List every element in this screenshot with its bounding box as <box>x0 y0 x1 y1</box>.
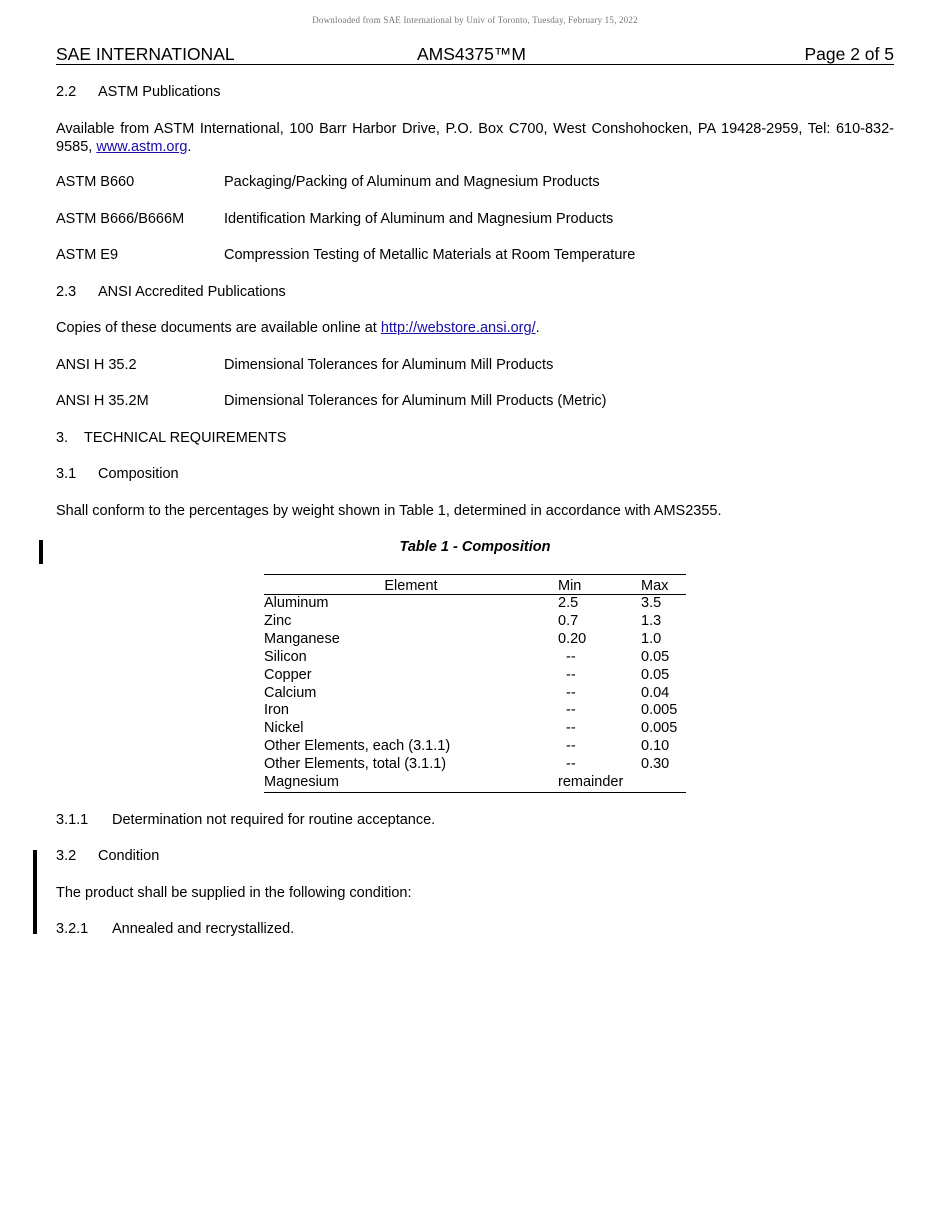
min-cell: -- <box>566 648 576 665</box>
max-cell: 0.04 <box>641 684 670 701</box>
section-text: Determination not required for routine acceptance. <box>112 812 436 828</box>
section-number: 3.2.1 <box>56 921 89 937</box>
reference-title: Dimensional Tolerances for Aluminum Mill Products <box>224 357 554 373</box>
table-row <box>264 631 686 649</box>
reference-code: ASTM B660 <box>56 174 135 190</box>
max-cell: 3.5 <box>641 595 662 611</box>
section-heading-2-2 <box>56 84 221 100</box>
min-cell: 0.20 <box>558 630 587 647</box>
max-cell: 1.0 <box>641 630 662 647</box>
table-row <box>264 595 686 613</box>
reference-row <box>56 247 894 265</box>
table-row <box>264 720 686 738</box>
min-cell: remainder <box>558 774 624 791</box>
astm-availability-paragraph <box>56 120 894 156</box>
element-cell: Other Elements, total (3.1.1) <box>264 756 447 773</box>
table-row <box>264 756 686 774</box>
table-header-row <box>264 575 686 595</box>
download-note: Downloaded from SAE International by Univ of Toronto, Tuesday, February 15, 2022 <box>312 15 638 25</box>
section-title: Condition <box>98 848 160 864</box>
reference-code: ANSI H 35.2 <box>56 357 137 373</box>
column-header-min: Min <box>558 575 641 595</box>
change-bar <box>33 850 37 934</box>
ansi-webstore-link[interactable]: http://webstore.ansi.org/ <box>380 320 536 336</box>
ansi-availability-text: Copies of these documents are available online at <box>56 320 381 336</box>
header-page-number: Page 2 of 5 <box>804 44 894 64</box>
section-text: Annealed and recrystallized. <box>112 921 295 937</box>
element-cell: Iron <box>264 702 289 719</box>
reference-row <box>56 174 894 192</box>
section-title: ANSI Accredited Publications <box>98 284 286 300</box>
element-cell: Zinc <box>264 612 292 629</box>
header-organization: SAE INTERNATIONAL <box>56 44 235 64</box>
table-title: Table 1 - Composition <box>399 539 551 555</box>
table-row <box>264 649 686 667</box>
element-cell: Copper <box>264 666 312 683</box>
section-number: 2.2 <box>56 84 77 100</box>
section-heading-2-3 <box>56 284 286 300</box>
column-header-element: Element <box>264 575 558 595</box>
min-cell: -- <box>566 738 576 755</box>
element-cell: Nickel <box>264 720 304 737</box>
section-number: 3.1 <box>56 466 77 482</box>
element-cell: Magnesium <box>264 774 339 791</box>
section-number: 3.1.1 <box>56 812 89 828</box>
min-cell: 2.5 <box>558 595 579 611</box>
min-cell: -- <box>566 684 576 701</box>
reference-code: ANSI H 35.2M <box>56 393 149 409</box>
section-number: 3. <box>56 430 69 446</box>
min-cell: 0.7 <box>558 612 579 629</box>
max-cell: 0.005 <box>641 720 678 737</box>
section-title: ASTM Publications <box>98 84 221 100</box>
column-header-max: Max <box>641 575 686 595</box>
condition-paragraph: The product shall be supplied in the following condition: <box>56 885 412 901</box>
astm-availability-end: . <box>187 139 192 155</box>
composition-table <box>264 574 686 793</box>
max-cell: 0.30 <box>641 756 670 773</box>
reference-title: Packaging/Packing of Aluminum and Magnesium Products <box>224 174 600 190</box>
reference-title: Identification Marking of Aluminum and Magnesium Products <box>224 211 614 227</box>
max-cell <box>641 774 686 792</box>
composition-paragraph: Shall conform to the percentages by weight shown in Table 1, determined in accordance with AMS2355. <box>56 503 722 519</box>
header-document-number: AMS4375™M <box>417 44 526 64</box>
section-title: TECHNICAL REQUIREMENTS <box>84 430 287 446</box>
reference-code: ASTM E9 <box>56 247 119 263</box>
ansi-availability-end: . <box>535 320 540 336</box>
element-cell: Other Elements, each (3.1.1) <box>264 738 451 755</box>
max-cell: 0.005 <box>641 702 678 719</box>
astm-website-link[interactable]: www.astm.org <box>96 139 188 155</box>
section-number: 3.2 <box>56 848 77 864</box>
section-3-1-1 <box>56 812 435 828</box>
min-cell: -- <box>566 720 576 737</box>
section-3-2-1 <box>56 921 294 937</box>
section-title: Composition <box>98 466 179 482</box>
page-header <box>56 44 894 65</box>
reference-row <box>56 357 894 375</box>
astm-availability-text: Available from ASTM International, 100 Barr Harbor Drive, P.O. Box C700, West Conshohocken, PA 19428-2959, Tel: 610-832-9585, <box>56 121 894 155</box>
max-cell: 1.3 <box>641 612 662 629</box>
section-heading-3 <box>56 430 286 446</box>
table-row <box>264 738 686 756</box>
reference-title: Compression Testing of Metallic Materials at Room Temperature <box>224 247 636 263</box>
element-cell: Manganese <box>264 630 340 647</box>
min-cell: -- <box>566 756 576 773</box>
section-heading-3-2 <box>56 848 159 864</box>
ansi-availability-paragraph <box>56 320 540 336</box>
max-cell: 0.05 <box>641 666 670 683</box>
reference-row <box>56 211 894 229</box>
element-cell: Calcium <box>264 684 317 701</box>
reference-code: ASTM B666/B666M <box>56 211 185 227</box>
section-number: 2.3 <box>56 284 77 300</box>
table-row <box>264 613 686 631</box>
element-cell: Aluminum <box>264 595 329 611</box>
min-cell: -- <box>566 666 576 683</box>
table-row <box>264 774 686 792</box>
min-cell: -- <box>566 702 576 719</box>
section-heading-3-1 <box>56 466 179 482</box>
table-row <box>264 702 686 720</box>
max-cell: 0.10 <box>641 738 670 755</box>
reference-title: Dimensional Tolerances for Aluminum Mill Products (Metric) <box>224 393 607 409</box>
table-row <box>264 667 686 685</box>
table-row <box>264 685 686 703</box>
element-cell: Silicon <box>264 648 307 665</box>
max-cell: 0.05 <box>641 648 670 665</box>
reference-row <box>56 393 894 411</box>
